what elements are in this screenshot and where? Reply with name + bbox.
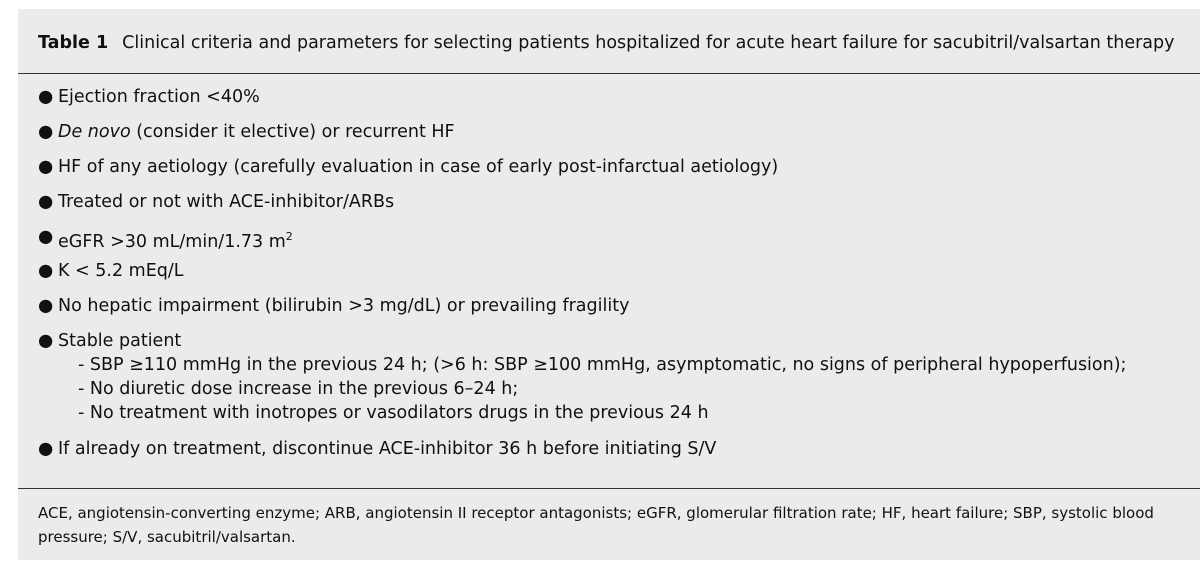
bullet-icon: ● — [38, 439, 54, 459]
bullet-icon: ● — [38, 261, 54, 281]
bullet-icon: ● — [38, 192, 54, 212]
list-item-italic: De novo — [58, 122, 131, 142]
list-item-text: HF of any aetiology (carefully evaluation in case of early post-infarctual aetiology) — [58, 157, 779, 177]
sub-list-item: - No treatment with inotropes or vasodilators drugs in the previous 24 h — [78, 403, 709, 423]
table-footnote: ACE, angiotensin-converting enzyme; ARB, angiotensin II receptor antagonists; eGFR, glomerular filtration rate; HF, heart failure; SBP, systolic blood pressure; S/V, sacubitril/valsartan. — [38, 504, 1154, 546]
bullet-icon: ● — [38, 157, 54, 177]
table-container — [18, 9, 1200, 560]
sub-list-item: - No diuretic dose increase in the previous 6–24 h; — [78, 379, 519, 399]
list-item-text: K < 5.2 mEq/L — [58, 261, 184, 281]
bullet-icon: ● — [38, 87, 54, 107]
sub-list-item: - SBP ≥110 mmHg in the previous 24 h; (>6 h: SBP ≥100 mmHg, asymptomatic, no signs of peripheral hypoperfusion); — [78, 355, 1127, 375]
list-item-text — [58, 226, 293, 253]
list-item-text: Treated or not with ACE-inhibitor/ARBs — [58, 192, 395, 212]
bullet-icon: ● — [38, 122, 54, 142]
bullet-icon: ● — [38, 331, 54, 351]
list-item-main: eGFR >30 mL/min/1.73 m — [58, 231, 286, 252]
superscript: 2 — [285, 230, 293, 243]
table-caption — [38, 33, 1175, 53]
list-item-rest: (consider it elective) or recurrent HF — [130, 122, 455, 142]
table-number: Table 1 — [38, 33, 109, 53]
list-item-text: If already on treatment, discontinue ACE-inhibitor 36 h before initiating S/V — [58, 439, 717, 459]
bullet-icon: ● — [38, 296, 54, 316]
table-title: Clinical criteria and parameters for selecting patients hospitalized for acute heart failure for sacubitril/valsartan therapy — [122, 33, 1175, 53]
top-rule — [18, 73, 1200, 74]
list-item-text: Stable patient — [58, 331, 182, 351]
list-item-text — [58, 121, 455, 143]
bullet-icon: ● — [38, 227, 54, 247]
list-item-text: No hepatic impairment (bilirubin >3 mg/dL) or prevailing fragility — [58, 296, 630, 316]
list-item-text: Ejection fraction <40% — [58, 87, 260, 107]
footnote-rule — [18, 488, 1200, 489]
